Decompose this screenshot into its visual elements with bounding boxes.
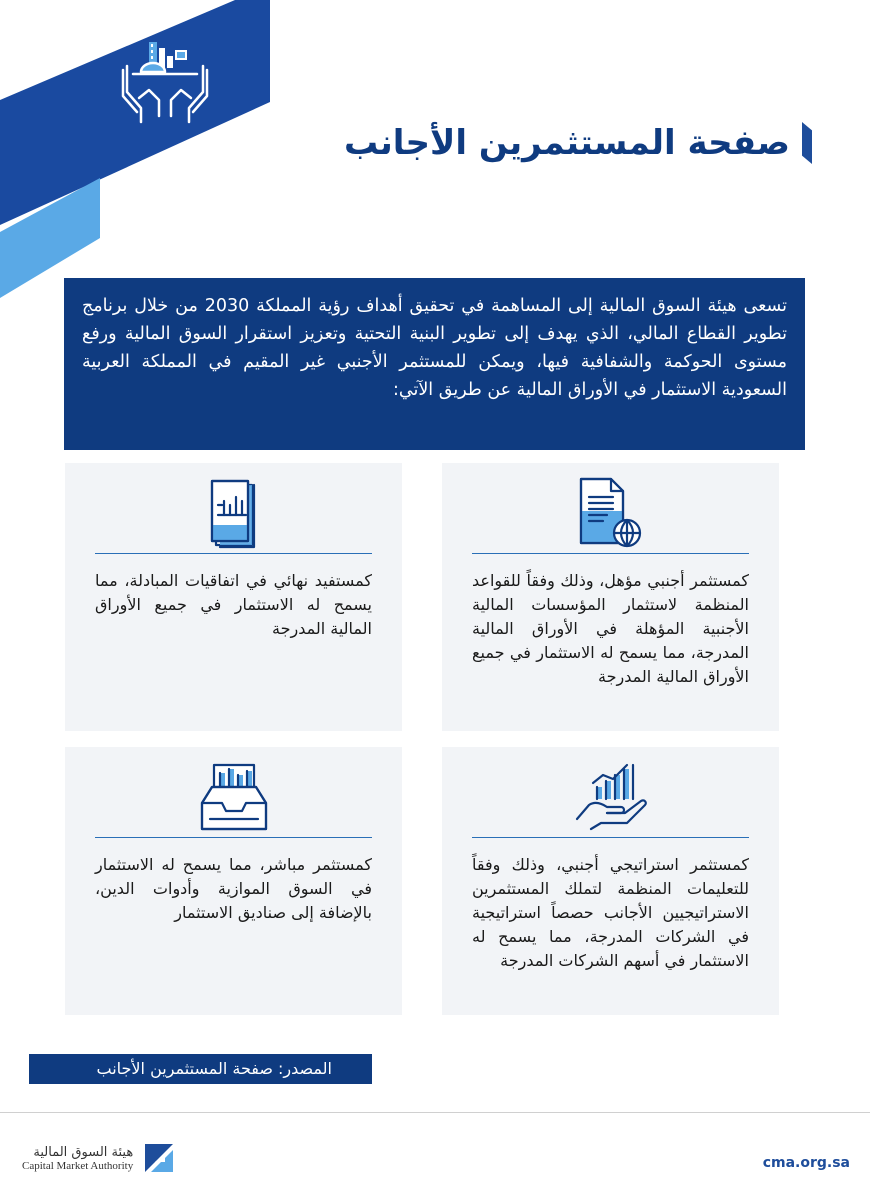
cma-logo: [22, 1140, 177, 1176]
page-title: صفحة المستثمرين الأجانب: [343, 123, 790, 163]
cma-logo-mark-icon: [141, 1140, 177, 1176]
card-direct-investor: [65, 747, 402, 1015]
card-swap-beneficiary: [65, 463, 402, 731]
footer-divider: [0, 1112, 870, 1113]
title-accent-bar: [802, 122, 812, 164]
hand-growth-chart-icon: [571, 757, 651, 837]
card-qualified-investor: [442, 463, 779, 731]
website-link[interactable]: cma.org.sa: [762, 1155, 850, 1171]
card-text: كمستثمر استراتيجي أجنبي، وذلك وفقاً للتعليمات المنظمة لتملك المستثمرين الاستراتيجيين الأجانب حصصاً استراتيجية في الشركات المدرجة، مما يسمح له الاستثمار في أسهم الشركات المدرجة: [472, 855, 749, 970]
logo-english-name: Capital Market Authority: [22, 1159, 134, 1172]
card-divider: [472, 837, 749, 838]
source-label: المصدر: صفحة المستثمرين الأجانب: [29, 1054, 372, 1084]
card-text: كمستثمر أجنبي مؤهل، وذلك وفقاً للقواعد المنظمة لاستثمار المؤسسات المالية الأجنبية المؤهلة في الأوراق المالية المدرجة، مما يسمح له الاستثمار في جميع الأوراق المالية المدرجة: [472, 571, 749, 686]
card-strategic-investor: [442, 747, 779, 1015]
card-divider: [472, 553, 749, 554]
hands-holding-city-icon: [115, 36, 215, 136]
title-block: [344, 122, 812, 164]
card-text: كمستفيد نهائي في اتفاقيات المبادلة، مما يسمح له الاستثمار في جميع الأوراق المالية المدرجة: [95, 571, 372, 638]
intro-text: تسعى هيئة السوق المالية إلى المساهمة في تحقيق أهداف رؤية المملكة 2030 من خلال برنامج تطوير القطاع المالي، الذي يهدف إلى تطوير البنية التحتية وتعزيز استقرار السوق المالية ورفع مستوى الحوكمة والشفافية فيها، ويمكن للمستثمر الأجنبي غير المقيم في المملكة العربية السعودية الاستثمار في الأوراق المالية عن طريق الآتي:: [64, 278, 805, 450]
logo-text-block: [22, 1145, 133, 1172]
report-chart-icon: [194, 473, 274, 553]
card-text: كمستثمر مباشر، مما يسمح له الاستثمار في السوق الموازية وأدوات الدين، بالإضافة إلى صناديق الاستثمار: [95, 855, 372, 922]
document-globe-icon: [571, 473, 651, 553]
inbox-chart-icon: [194, 757, 274, 837]
card-divider: [95, 553, 372, 554]
card-divider: [95, 837, 372, 838]
logo-arabic-name: هيئة السوق المالية: [33, 1144, 134, 1160]
